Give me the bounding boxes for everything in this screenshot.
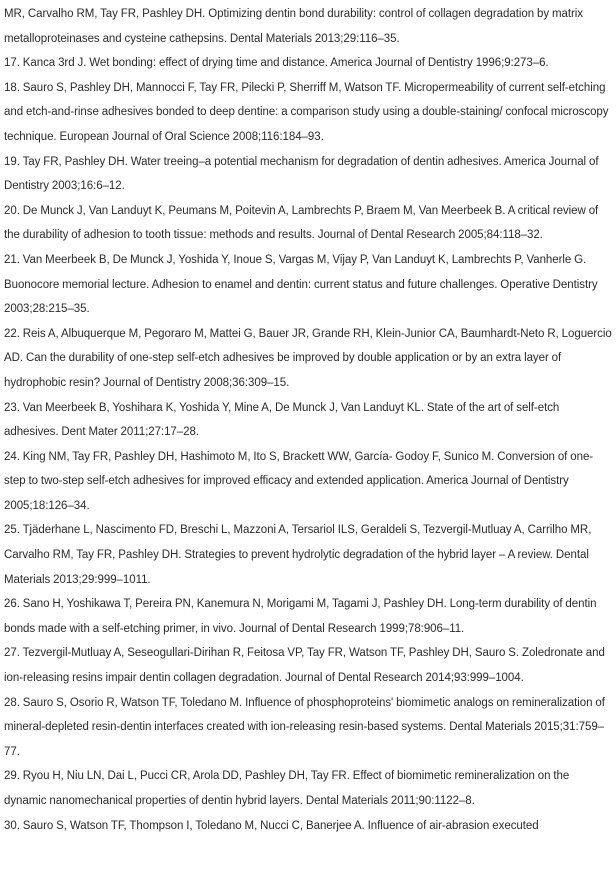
reference-item-25: 25. Tjäderhane L, Nascimento FD, Breschi L, Mazzoni A, Tersariol ILS, Geraldeli S, Tezvergil-Mutluay A, Carrilho MR, Carvalho RM, Tay FR, Pashley DH. Strategies to prevent hydrolytic degradation of the hybrid layer – A review. Dental Materials 2013;29:999–1011. bbox=[4, 524, 592, 586]
reference-item-24: 24. King NM, Tay FR, Pashley DH, Hashimoto M, Ito S, Brackett WW, García- Godoy F, Sunico M. Conversion of one-step to two-step self-etch adhesives for improved efficacy and extended application. America Journal of Dentistry 2005;18:126–34. bbox=[4, 450, 594, 512]
reference-item-16-continued: MR, Carvalho RM, Tay FR, Pashley DH. Optimizing dentin bond durability: control of collagen degradation by matrix metalloproteinases and cysteine cathepsins. Dental Materials 2013;29:116–35. bbox=[4, 8, 583, 45]
reference-list bbox=[4, 2, 612, 838]
reference-item-17: 17. Kanca 3rd J. Wet bonding: effect of drying time and distance. America Journal of Dentistry 1996;9:273–6. bbox=[4, 57, 549, 70]
reference-item-29: 29. Ryou H, Niu LN, Dai L, Pucci CR, Arola DD, Pashley DH, Tay FR. Effect of biomimetic remineralization on the dynamic nanomechanical properties of dentin hybrid layers. Dental Materials 2011;90:1122–8. bbox=[4, 770, 570, 807]
reference-item-19: 19. Tay FR, Pashley DH. Water treeing–a potential mechanism for degradation of dentin adhesives. America Journal of Dentistry 2003;16:6–12. bbox=[4, 155, 599, 193]
reference-item-23: 23. Van Meerbeek B, Yoshihara K, Yoshida Y, Mine A, De Munck J, Van Landuyt KL. State of the art of self-etch adhesives. Dent Mater 2011;27:17–28. bbox=[4, 401, 560, 439]
reference-item-27: 27. Tezvergil-Mutluay A, Seseogullari-Dirihan R, Feitosa VP, Tay FR, Watson TF, Pashley DH, Sauro S. Zoledronate and ion-releasing resins impair dentin collagen degradation. Journal of Dental Research 2014;93:999–1004. bbox=[4, 647, 605, 685]
reference-item-20: 20. De Munck J, Van Landuyt K, Peumans M, Poitevin A, Lambrechts P, Braem M, Van Meerbeek B. A critical review of the durability of adhesion to tooth tissue: methods and results. Journal of Dental Research 2005;84:118–32. bbox=[4, 204, 599, 242]
reference-item-30: 30. Sauro S, Watson TF, Thompson I, Toledano M, Nucci C, Banerjee A. Influence of air-abrasion executed bbox=[4, 819, 539, 832]
reference-item-22: 22. Reis A, Albuquerque M, Pegoraro M, Mattei G, Bauer JR, Grande RH, Klein-Junior CA, Baumhardt-Neto R, Loguercio AD. Can the durability of one-step self-etch adhesives be improved by double application or by an extra layer of hydrophobic resin? Journal of Dentistry 2008;36:309–15. bbox=[4, 327, 612, 389]
reference-item-28: 28. Sauro S, Osorio R, Watson TF, Toledano M. Influence of phosphoproteins' biomimetic analogs on remineralization of mineral-depleted resin-dentin interfaces created with ion-releasing resin-based systems. Dental Materials 2015;31:759–77. bbox=[4, 696, 605, 758]
reference-item-21: 21. Van Meerbeek B, De Munck J, Yoshida Y, Inoue S, Vargas M, Vijay P, Van Landuyt K, Lambrechts P, Vanherle G. Buonocore memorial lecture. Adhesion to enamel and dentin: current status and future challenges. Operative Dentistry 2003;28:215–35. bbox=[4, 253, 598, 316]
reference-item-18: 18. Sauro S, Pashley DH, Mannocci F, Tay FR, Pilecki P, Sherriff M, Watson TF. Micropermeability of current self-etching and etch-and-rinse adhesives bonded to deep dentine: a comparison study using a double-staining/ confocal microscopy technique. European Journal of Oral Science 2008;116:184–93. bbox=[4, 81, 609, 143]
reference-item-26: 26. Sano H, Yoshikawa T, Pereira PN, Kanemura N, Morigami M, Tagami J, Pashley DH. Long-term durability of dentin bonds made with a self-etching primer, in vivo. Journal of Dental Research 1999;78:906–11. bbox=[4, 598, 597, 635]
